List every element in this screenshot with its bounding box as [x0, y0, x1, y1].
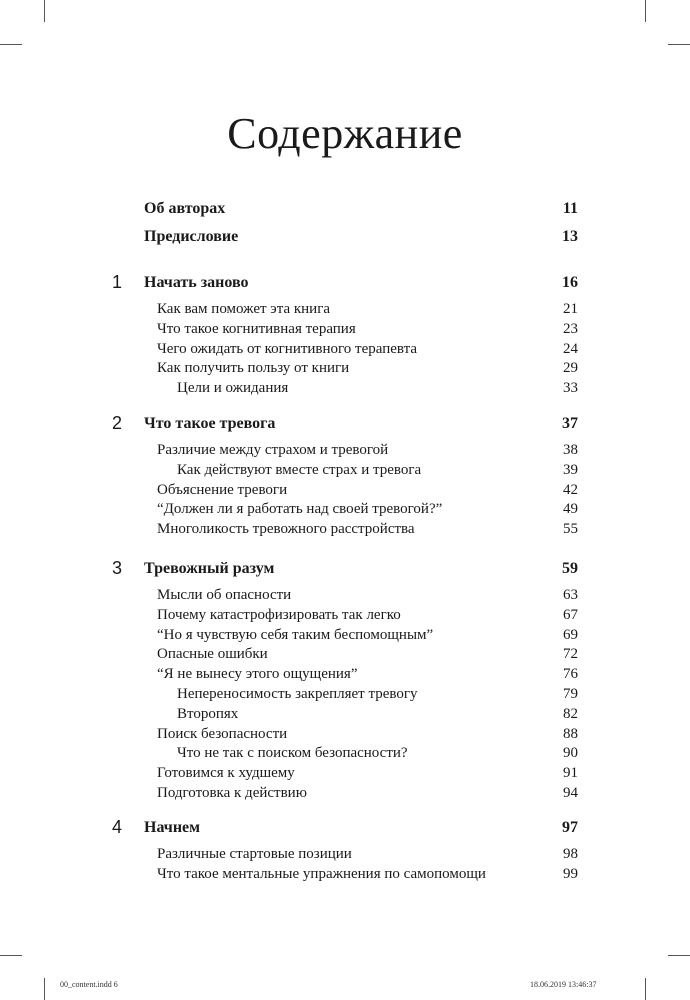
crop-mark	[645, 978, 646, 1000]
crop-mark	[44, 0, 45, 22]
crop-mark	[668, 955, 690, 956]
toc-entry-page-number: 21	[563, 301, 578, 317]
toc-entry-page-number: 98	[563, 846, 578, 862]
toc-entry-page-number: 76	[563, 666, 578, 683]
toc-entry	[157, 782, 578, 804]
page-title: Содержание	[227, 109, 463, 158]
toc-entry-title: Поиск безопасности	[157, 725, 288, 742]
toc-entry	[157, 604, 578, 626]
toc-entry-page-number: 72	[563, 646, 578, 663]
toc-entry	[157, 439, 578, 461]
toc-entry-title: Объяснение тревоги	[157, 481, 288, 498]
toc-entry-title: Готовимся к худшему	[157, 765, 295, 782]
toc-chapter-title: Тревожный разум	[144, 560, 275, 577]
toc-entry	[157, 723, 578, 745]
toc-chapter-page-number: 97	[562, 819, 578, 836]
toc-entry-page-number: 33	[563, 380, 578, 397]
toc-entry-title: Мысли об опасности	[157, 587, 292, 603]
toc-entry-page-number: 55	[563, 521, 578, 538]
toc-chapter-page-number: 37	[562, 415, 578, 432]
toc-entry	[157, 663, 578, 685]
toc-entry-title: Опасные ошибки	[157, 646, 268, 663]
toc-entry-page-number: 42	[563, 481, 578, 498]
toc-entry	[157, 318, 578, 340]
toc-chapter-title: Что такое тревога	[144, 415, 276, 432]
toc-entry	[177, 742, 578, 764]
toc-entry-page-number: 79	[563, 686, 578, 702]
toc-entry-page-number: 88	[563, 725, 578, 742]
toc-entry	[157, 338, 578, 360]
chapter-number: 3	[112, 558, 123, 578]
toc-entry-page-number: 82	[563, 705, 578, 722]
toc-entry-page-number: 99	[563, 865, 578, 882]
toc-entry-title: Многоликость тревожного расстройства	[157, 521, 415, 538]
toc-entry-page-number: 24	[563, 340, 578, 357]
toc-entry-title: Второпях	[177, 705, 239, 722]
toc-entry-title: Цели и ожидания	[177, 380, 289, 397]
toc-entry	[177, 703, 578, 725]
toc-entry	[157, 624, 578, 646]
toc-entry-page-number: 39	[563, 461, 578, 478]
toc-entry-title: Различные стартовые позиции	[157, 846, 352, 862]
footer-timestamp: 18.06.2019 13:46:37	[530, 980, 597, 989]
toc-entry-title: Что такое ментальные упражнения по самопомощи	[157, 865, 486, 882]
toc-front-entry-page-number: 13	[562, 228, 578, 245]
toc-entry-page-number: 23	[563, 320, 578, 337]
toc-entry-title: Чего ожидать от когнитивного терапевта	[157, 340, 418, 357]
toc-chapter	[144, 558, 578, 580]
toc-chapter-title: Начать заново	[144, 274, 249, 291]
crop-mark	[645, 0, 646, 22]
toc-chapter	[144, 413, 578, 435]
toc-entry-title: Подготовка к действию	[157, 785, 307, 801]
toc-entry-title: Что такое когнитивная терапия	[157, 320, 356, 337]
toc-front-entry	[144, 226, 578, 248]
toc-entry-title: “Я не вынесу этого ощущения”	[157, 666, 358, 683]
toc-entry	[177, 683, 578, 705]
toc-entry	[157, 479, 578, 501]
toc-entry	[157, 357, 578, 379]
toc-front-entry-title: Предисловие	[144, 228, 239, 245]
toc-entry-title: “Должен ли я работать над своей тревогой?”	[157, 501, 443, 518]
crop-mark	[668, 44, 690, 45]
toc-entry-page-number: 91	[563, 765, 578, 782]
toc-entry-page-number: 94	[563, 785, 578, 801]
toc-entry-page-number: 63	[563, 587, 578, 603]
chapter-number: 4	[112, 817, 123, 837]
toc-entry-title: Непереносимость закрепляет тревогу	[177, 686, 418, 702]
toc-entry-page-number: 38	[563, 442, 578, 458]
toc-entry-page-number: 69	[563, 626, 578, 643]
toc-entry	[157, 498, 578, 520]
toc-entry-title: Как получить пользу от книги	[157, 360, 350, 377]
toc-chapter-page-number: 16	[562, 274, 578, 291]
toc-entry	[157, 643, 578, 665]
toc-entry-page-number: 67	[563, 606, 578, 623]
toc-chapter-page-number: 59	[562, 560, 578, 577]
chapter-number: 1	[112, 272, 123, 292]
toc-entry	[177, 377, 578, 399]
toc-entry	[157, 863, 578, 885]
crop-mark	[0, 44, 22, 45]
toc-entry-page-number: 29	[563, 360, 578, 377]
toc-entry-title: Как вам поможет эта книга	[157, 301, 331, 317]
toc-entry-page-number: 90	[563, 745, 578, 762]
footer-file-name: 00_content.indd 6	[60, 980, 118, 989]
toc-entry	[177, 459, 578, 481]
toc-entry	[157, 298, 578, 320]
toc-entry	[157, 843, 578, 865]
toc-front-entry-title: Об авторах	[144, 200, 226, 217]
toc-entry	[157, 584, 578, 606]
crop-mark	[44, 978, 45, 1000]
toc-entry-title: Различие между страхом и тревогой	[157, 442, 389, 458]
toc-front-entry-page-number: 11	[562, 200, 578, 217]
toc-entry-page-number: 49	[563, 501, 578, 518]
toc-chapter	[144, 817, 578, 839]
chapter-number: 2	[112, 413, 123, 433]
toc-chapter	[144, 272, 578, 294]
toc-front-entry	[144, 198, 578, 220]
toc-entry	[157, 762, 578, 784]
toc-entry-title: “Но я чувствую себя таким беспомощным”	[157, 626, 434, 643]
toc-entry-title: Почему катастрофизировать так легко	[157, 606, 401, 623]
toc-entry	[157, 518, 578, 540]
toc-entry-title: Как действуют вместе страх и тревога	[177, 461, 422, 478]
crop-mark	[0, 955, 22, 956]
toc-entry-title: Что не так с поиском безопасности?	[177, 745, 408, 762]
toc-chapter-title: Начнем	[144, 819, 201, 836]
